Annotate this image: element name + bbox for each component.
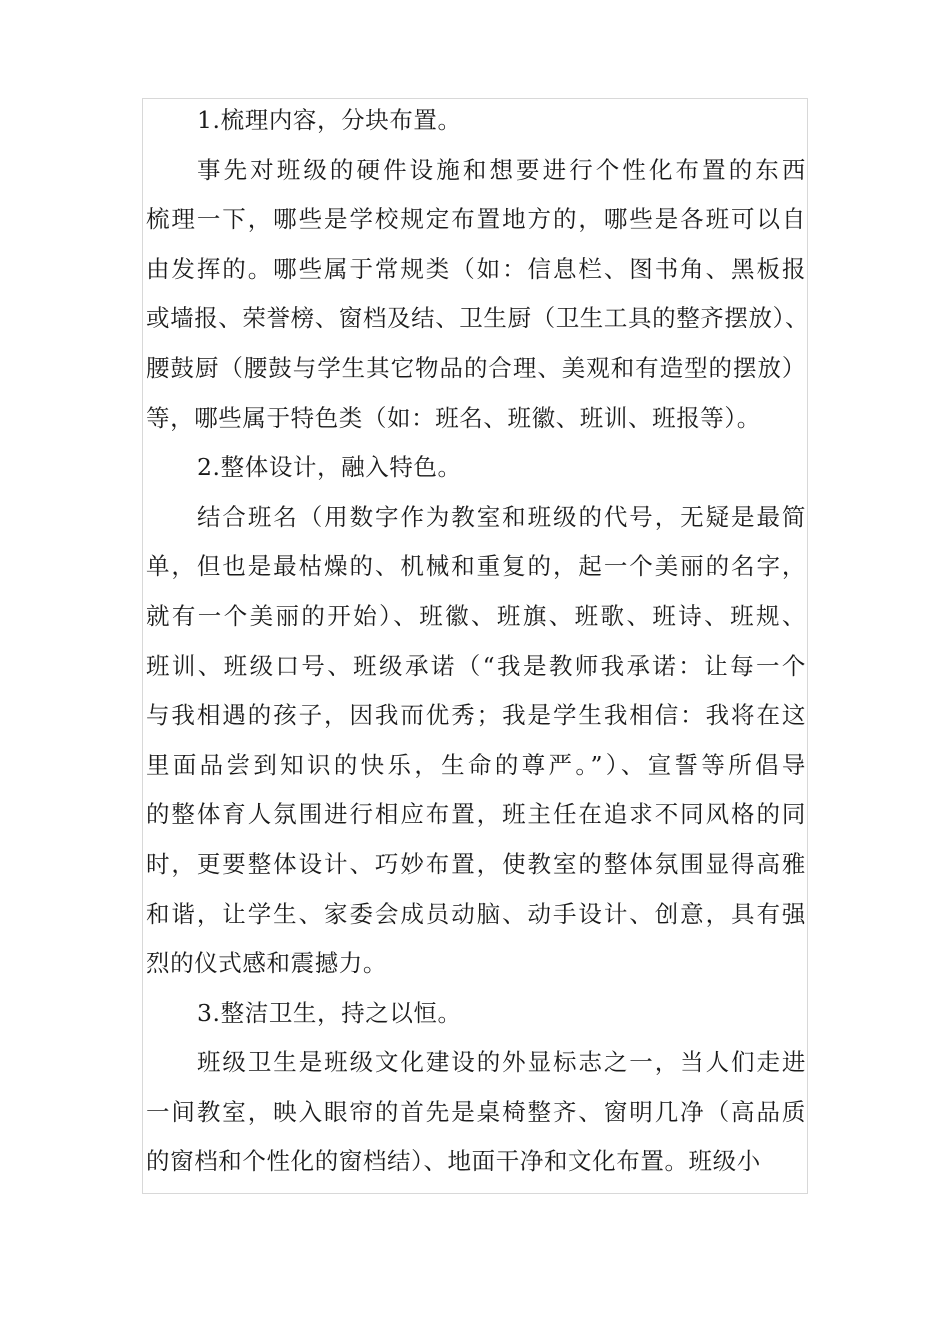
text-line: 烈的仪式感和震撼力。 <box>146 949 387 978</box>
section-heading <box>146 96 806 146</box>
text-line: 1.梳理内容，分块布置。 <box>197 106 462 134</box>
body-paragraph <box>146 146 810 444</box>
body-paragraph <box>146 1038 806 1187</box>
text-line: 单，但也是最枯燥的、机械和重复的，起一个美丽的名字， <box>146 552 806 581</box>
text-line: 里面品尝到知识的快乐，生命的尊严。”）、宣誓等所倡导 <box>146 750 806 779</box>
text-line: 就有一个美丽的开始）、班徽、班旗、班歌、班诗、班规、 <box>146 601 806 630</box>
text-line: 的整体育人氛围进行相应布置，班主任在追求不同风格的同 <box>146 800 806 829</box>
text-line: 班训、班级口号、班级承诺（“我是教师我承诺：让每一个 <box>146 651 806 680</box>
document-body <box>146 96 810 1187</box>
text-line: 腰鼓厨（腰鼓与学生其它物品的合理、美观和有造型的摆放） <box>146 353 806 382</box>
text-line: 班级卫生是班级文化建设的外显标志之一，当人们走进 <box>197 1048 806 1077</box>
text-line: 的窗档和个性化的窗档结）、地面干净和文化布置。班级小 <box>146 1147 761 1176</box>
body-paragraph <box>146 493 806 989</box>
section-heading <box>146 443 806 493</box>
text-line: 事先对班级的硬件设施和想要进行个性化布置的东西 <box>197 155 806 184</box>
text-line: 结合班名（用数字作为教室和班级的代号，无疑是最简 <box>197 502 806 531</box>
text-line: 或墙报、荣誉榜、窗档及结、卫生厨（卫生工具的整齐摆放）、 <box>146 304 810 333</box>
text-line: 由发挥的。哪些属于常规类（如：信息栏、图书角、黑板报 <box>146 254 806 283</box>
text-line: 梳理一下，哪些是学校规定布置地方的，哪些是各班可以自 <box>146 205 806 234</box>
text-line: 与我相遇的孩子，因我而优秀；我是学生我相信：我将在这 <box>146 701 806 730</box>
text-line: 等，哪些属于特色类（如：班名、班徽、班训、班报等）。 <box>146 403 761 432</box>
text-line: 3.整洁卫生，持之以恒。 <box>197 998 462 1027</box>
section-heading <box>146 989 806 1039</box>
text-line: 时，更要整体设计、巧妙布置，使教室的整体氛围显得高雅 <box>146 849 806 878</box>
text-line: 2.整体设计，融入特色。 <box>197 453 462 482</box>
text-line: 一间教室，映入眼帘的首先是桌椅整齐、窗明几净（高品质 <box>146 1097 806 1126</box>
text-line: 和谐，让学生、家委会成员动脑、动手设计、创意，具有强 <box>146 899 806 928</box>
